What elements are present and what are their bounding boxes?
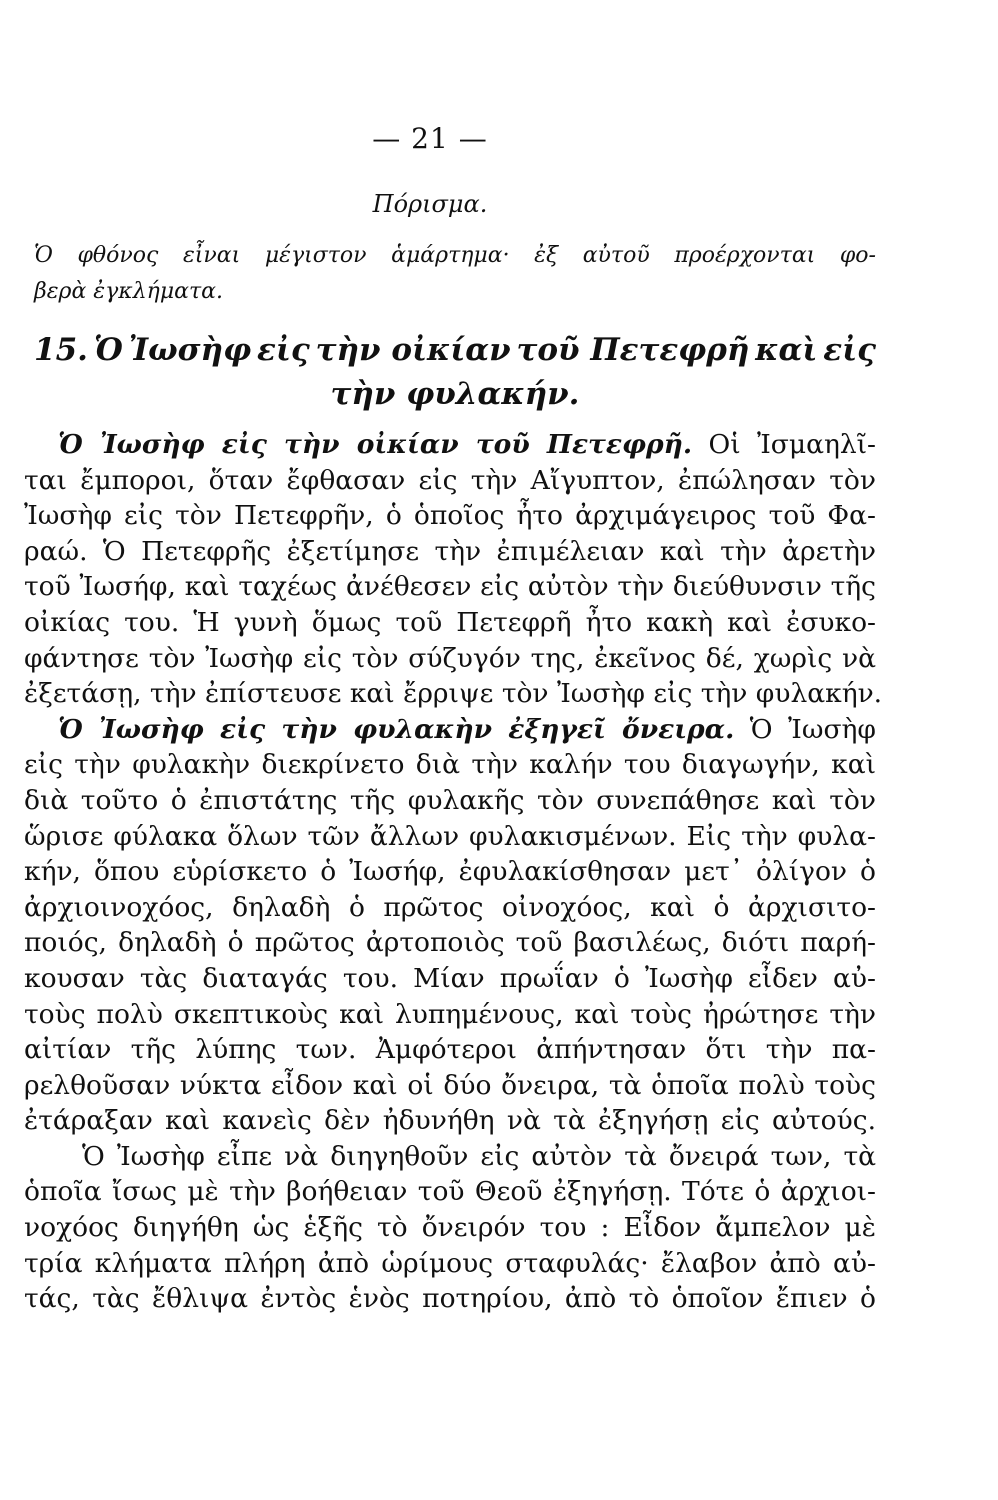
corollary-line: βερὰ ἐγκλήματα. xyxy=(34,279,223,304)
text-line: νοχόος διηγήθη ὡς ἑξῆς τὸ ὄνειρόν του : Εἶδον ἄμπελον μὲ xyxy=(24,1212,876,1244)
text-line: τοὺς πολὺ σκεπτικοὺς καὶ λυπημένους, καὶ τοὺς ἠρώτησε τὴν xyxy=(24,998,876,1030)
text-line: φάντησε τὸν Ἰωσὴφ εἰς τὸν σύζυγόν της, ἐκεῖνος δέ, χωρὶς νὰ xyxy=(24,642,876,674)
text-line: τοῦ Ἰωσήφ, καὶ ταχέως ἀνέθεσεν εἰς αὐτὸν τὴν διεύθυνσιν τῆς xyxy=(24,571,876,603)
chapter-title-word: εἰς xyxy=(823,332,876,368)
section-text: Οἱ Ἰσμαηλῖ- xyxy=(708,429,876,460)
section-text: Ὁ Ἰωσὴφ xyxy=(749,713,876,745)
text-line: τρία κλήματα πλήρη ἀπὸ ὡρίμους σταφυλάς· ἔλαβον ἀπὸ αὐ- xyxy=(24,1247,876,1279)
chapter-heading-line xyxy=(34,328,876,372)
text-line: ραώ. Ὁ Πετεφρῆς ἐξετίμησε τὴν ἐπιμέλειαν καὶ τὴν ἀρετὴν xyxy=(24,535,876,567)
section-first-line xyxy=(24,712,876,748)
body-text xyxy=(24,427,883,1317)
text-line: κουσαν τὰς διαταγάς του. Μίαν πρωΐαν ὁ Ἰωσὴφ εἶδεν αὐ- xyxy=(24,962,876,994)
text-line: ὁποῖα ἴσως μὲ τὴν βοήθειαν τοῦ Θεοῦ ἐξηγήσῃ. Τότε ὁ ἀρχιοι- xyxy=(24,1176,876,1208)
chapter-title-word: Ἰωσὴφ xyxy=(128,332,252,368)
text-line: ται ἔμποροι, ὅταν ἔφθασαν εἰς τὴν Αἴγυπτον, ἐπώλησαν τὸν xyxy=(24,464,876,496)
chapter-title-word: εἰς xyxy=(257,332,310,368)
text-line: ἀρχιοινοχόος, δηλαδὴ ὁ πρῶτος οἰνοχόος, καὶ ὁ ἀρχισιτο- xyxy=(24,891,876,923)
text-line: ρελθοῦσαν νύκτα εἶδον καὶ οἱ δύο ὄνειρα, τὰ ὁποῖα πολὺ τοὺς xyxy=(24,1069,876,1101)
section-first-line xyxy=(24,427,876,463)
text-line: διὰ τοῦτο ὁ ἐπιστάτης τῆς φυλακῆς τὸν συνεπάθησε καὶ τὸν xyxy=(24,784,876,816)
chapter-number: 15. xyxy=(34,332,88,368)
text-line: οἰκίας του. Ἡ γυνὴ ὅμως τοῦ Πετεφρῆ ἦτο κακὴ καὶ ἐσυκο- xyxy=(24,606,876,638)
chapter-title-word: τὴν οἰκίαν xyxy=(315,332,511,368)
chapter-title-word: Ὁ xyxy=(93,332,123,368)
text-line: κήν, ὅπου εὑρίσκετο ὁ Ἰωσήφ, ἐφυλακίσθησαν μετ᾽ ὀλίγον ὁ xyxy=(24,856,876,888)
chapter-title-word: τοῦ Πετεφρῆ xyxy=(516,332,750,368)
corollary-line: Ὁ φθόνος εἶναι μέγιστον ἁμάρτημα· ἐξ αὐτοῦ προέρχονται φο- xyxy=(34,243,876,268)
text-line: ἐξετάσῃ, τὴν ἐπίστευσε καὶ ἔρριψε τὸν Ἰωσὴφ εἰς τὴν φυλακήν. xyxy=(24,678,883,710)
page-number: — 21 — xyxy=(372,122,488,155)
text-line: ποιός, δηλαδὴ ὁ πρῶτος ἀρτοποιὸς τοῦ βασιλέως, διότι παρή- xyxy=(24,927,876,959)
section-heading: Ὁ Ἰωσὴφ εἰς τὴν οἰκίαν τοῦ Πετεφρῆ. xyxy=(58,429,693,460)
chapter-title-word: καὶ xyxy=(755,332,818,368)
text-line: εἰς τὴν φυλακὴν διεκρίνετο διὰ τὴν καλήν του διαγωγήν, καὶ xyxy=(24,749,876,781)
text-line: τάς, τὰς ἔθλιψα ἐντὸς ἑνὸς ποτηρίου, ἀπὸ τὸ ὁποῖον ἔπιεν ὁ xyxy=(24,1283,876,1315)
text-line: ὥρισε φύλακα ὅλων τῶν ἄλλων φυλακισμένων. Εἰς τὴν φυλα- xyxy=(24,820,876,852)
chapter-heading xyxy=(34,328,876,416)
section-heading: Ὁ Ἰωσὴφ εἰς τὴν φυλακὴν ἐξηγεῖ ὄνειρα. xyxy=(58,713,735,745)
text-line: Ἰωσὴφ εἰς τὸν Πετεφρῆν, ὁ ὁποῖος ἦτο ἀρχιμάγειρος τοῦ Φα- xyxy=(24,500,876,532)
corollary-text xyxy=(34,238,876,310)
corollary-title: Πόρισμα. xyxy=(372,190,488,218)
text-line: ἐτάραξαν καὶ κανεὶς δὲν ἠδυνήθη νὰ τὰ ἐξηγήσῃ εἰς αὐτούς. xyxy=(24,1105,876,1137)
chapter-title-line2: τὴν φυλακήν. xyxy=(330,376,580,412)
text-line: Ὁ Ἰωσὴφ εἶπε νὰ διηγηθοῦν εἰς αὐτὸν τὰ ὄνειρά των, τὰ xyxy=(82,1140,876,1172)
text-line: αἰτίαν τῆς λύπης των. Ἀμφότεροι ἀπήντησαν ὅτι τὴν πα- xyxy=(24,1034,876,1066)
